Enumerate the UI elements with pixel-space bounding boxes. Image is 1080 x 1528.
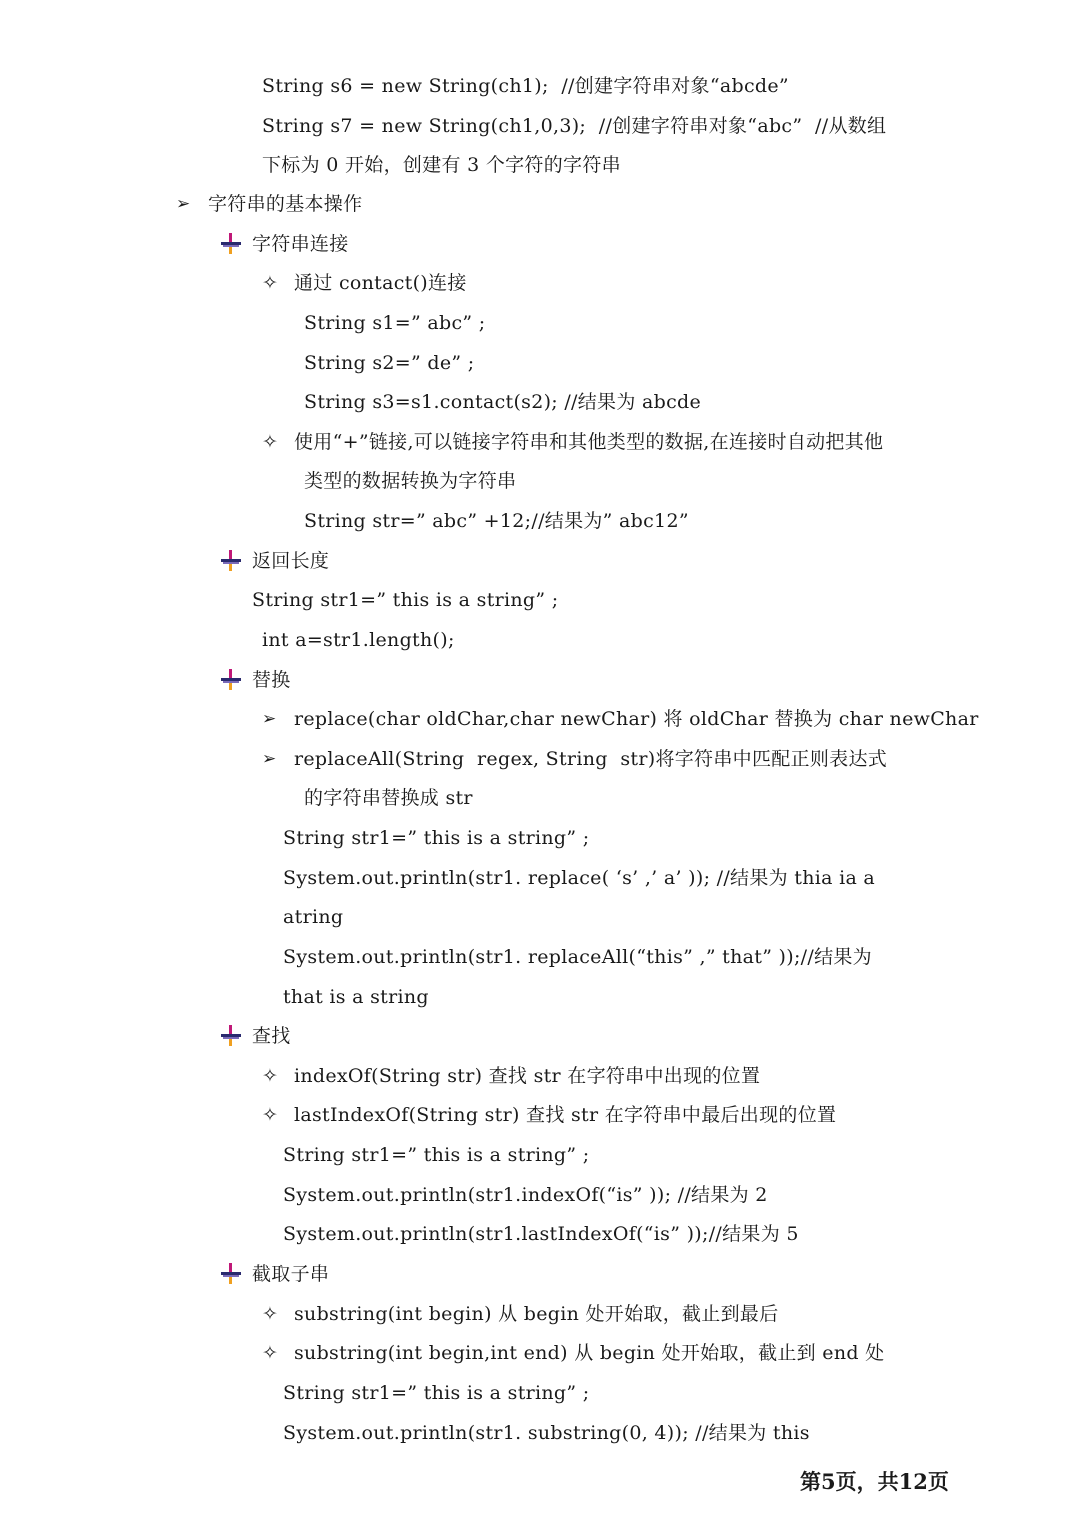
diamond-bullet-icon: ✧: [262, 272, 279, 294]
code-line: String str1=” this is a string” ;: [283, 1382, 590, 1404]
code-line: String str1=” this is a string” ;: [283, 827, 590, 849]
code-line: System.out.println(str1. substring(0, 4)); //结果为 this: [283, 1422, 810, 1444]
subsection-heading: 字符串连接: [252, 233, 349, 255]
code-line: String s6 = new String(ch1); //创建字符串对象“abcde”: [262, 75, 789, 97]
text-line: 下标为 0 开始，创建有 3 个字符的字符串: [262, 154, 621, 176]
bullet-item: indexOf(String str) 查找 str 在字符串中出现的位置: [294, 1065, 761, 1087]
bullet-item: lastIndexOf(String str) 查找 str 在字符串中最后出现的位置: [294, 1104, 837, 1126]
code-line: String s7 = new String(ch1,0,3); //创建字符串对象“abc” //从数组: [262, 115, 887, 137]
code-line: that is a string: [283, 986, 429, 1008]
bullet-item: substring(int begin,int end) 从 begin 处开始取，截止到 end 处: [294, 1342, 885, 1364]
code-line: System.out.println(str1. replaceAll(“this” ,” that” ));//结果为: [283, 946, 872, 968]
bullet-item: substring(int begin) 从 begin 处开始取，截止到最后: [294, 1303, 779, 1325]
arrow-bullet-icon: ➢: [262, 709, 277, 729]
code-line: System.out.println(str1. replace( ‘s’ ,’ a’ )); //结果为 thia ia a: [283, 867, 876, 889]
code-line: String s1=” abc” ;: [304, 312, 486, 334]
bullet-item: 使用“+”链接,可以链接字符串和其他类型的数据,在连接时自动把其他: [294, 431, 884, 453]
code-line: String s2=” de” ;: [304, 352, 475, 374]
arrow-bullet-icon: ➢: [262, 749, 277, 769]
code-line: String s3=s1.contact(s2); //结果为 abcde: [304, 391, 702, 413]
subsection-heading: 替换: [252, 669, 291, 691]
code-line: String str1=” this is a string” ;: [252, 589, 559, 611]
section-heading: 字符串的基本操作: [208, 193, 363, 215]
pin-bullet-icon: [220, 1024, 242, 1048]
pin-bullet-icon: [220, 1262, 242, 1286]
pin-bullet-icon: [220, 668, 242, 692]
diamond-bullet-icon: ✧: [262, 431, 279, 453]
bullet-item: replaceAll(String regex, String str)将字符串中匹配正则表达式: [294, 748, 888, 770]
diamond-bullet-icon: ✧: [262, 1104, 279, 1126]
bullet-item: replace(char oldChar,char newChar) 将 oldChar 替换为 char newChar: [294, 708, 979, 730]
code-line: int a=str1.length();: [262, 629, 455, 651]
code-line: System.out.println(str1.indexOf(“is” )); //结果为 2: [283, 1184, 768, 1206]
diamond-bullet-icon: ✧: [262, 1303, 279, 1325]
pin-bullet-icon: [220, 232, 242, 256]
diamond-bullet-icon: ✧: [262, 1065, 279, 1087]
arrow-bullet-icon: ➢: [176, 194, 191, 214]
code-line: System.out.println(str1.lastIndexOf(“is” ));//结果为 5: [283, 1223, 799, 1245]
diamond-bullet-icon: ✧: [262, 1342, 279, 1364]
page-number: 第5页，共12页: [800, 1469, 949, 1494]
subsection-heading: 查找: [252, 1025, 291, 1047]
code-line: atring: [283, 906, 344, 928]
bullet-item-continued: 类型的数据转换为字符串: [304, 470, 517, 492]
code-line: String str=” abc” +12;//结果为” abc12”: [304, 510, 689, 532]
subsection-heading: 返回长度: [252, 550, 330, 572]
code-line: String str1=” this is a string” ;: [283, 1144, 590, 1166]
pin-bullet-icon: [220, 549, 242, 573]
bullet-item: 通过 contact()连接: [294, 272, 467, 294]
subsection-heading: 截取子串: [252, 1263, 330, 1285]
bullet-item-continued: 的字符串替换成 str: [304, 787, 473, 809]
